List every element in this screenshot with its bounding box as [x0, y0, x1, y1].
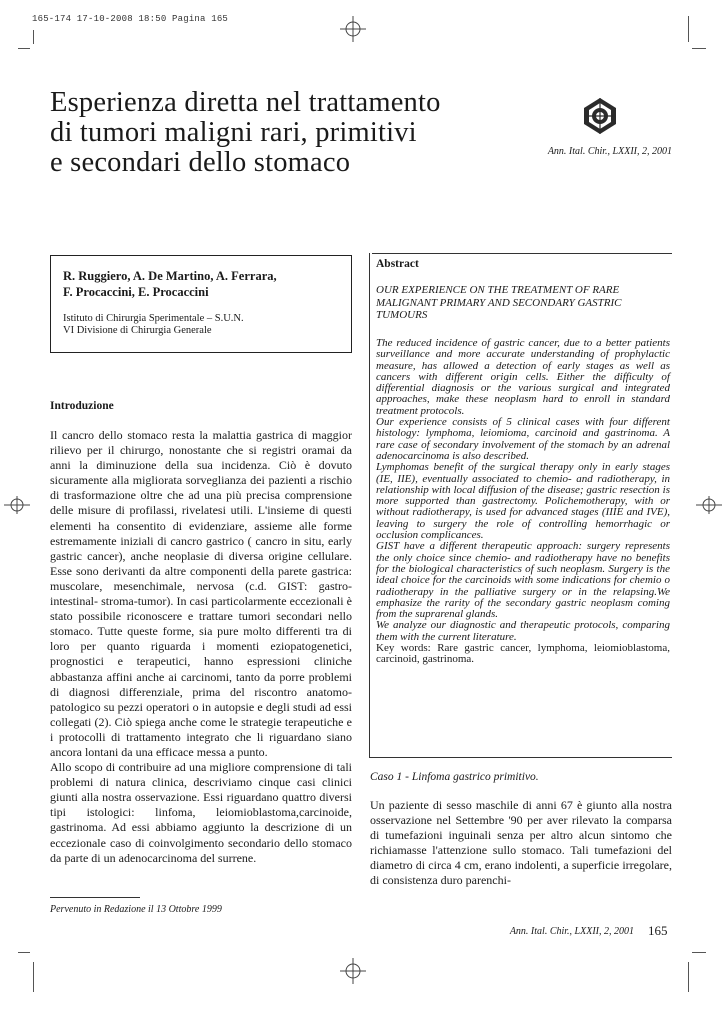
body-paragraph: Allo scopo di contribuire ad una migliore comprensione di tali problemi di natura clinica, descriviamo cinque casi clinici giunti alla nostra osservazione. Essi riguardano quattro diversi tipi istologici: linfoma, leiomioblastoma,carcinoide, gastrinoma. Ad essi abbiamo aggiunto la descrizione di un eccezionale caso di coinvolgimento secondario dello stomaco da parte di un adenocarcinoma del surrene.	[50, 760, 352, 865]
crop-mark	[688, 16, 689, 42]
footer-journal-reference: Ann. Ital. Chir., LXXII, 2, 2001	[509, 926, 634, 937]
body-paragraph: Il cancro dello stomaco resta la malattia gastrica di maggior rilievo per il chirurgo, nonostante che si registri oramai da anni la diminuzione della sua incidenza. Ciò è dovuto sicuramente alla migliorata sorveglianza dei pazienti a rischio di trasformazione oltre che ad una più precisa comprensione delle misure di profilassi, rivelatesi utili. L'insieme di questi elementi ha consentito di evidenziare, assieme alle forme estremamente iniziali di cancro gastrico ( cancro in situ, early gastric cancer), anche neoplasie di diversa origine cellulare. Esse sono derivanti da altre componenti della parete gastrica: muscolare, mesenchimale, nervosa (c.d. GIST: gastro-intestinal- stroma-tumor). In casi particolarmente eccezionali è stato possibile riconoscere e trattare tumori secondari nello stomaco. Tutte queste forme, sia pure molto differenti tra di loro per quanto riguarda i momenti eziopatogenetici, prognostici e terapeutici, hanno espressioni cliniche abbastanza affini anche ai carcinomi, tanto da porre problemi di diagnosi differenziale, prima del riscontro anatomo- patologico su pezzi operatori o in autopsie e degli studi ad essi collegati (2). Ciò spiega anche come le strategie terapeutiche e i protocolli di trattamento integrato che li riguardano siano ancora lontani da una efficace messa a punto.	[50, 428, 352, 759]
abstract-body	[376, 338, 670, 666]
abstract-paragraph: GIST have a different therapeutic approach: surgery represents the only choice since chemio- and radiotherapy have no benefits for the biological characteristics of such neoplasm. Surgery is the ideal choice for the carcinoids with some indications for chemio o radiotherapy in the palliative surgery or in the relapsing.We emphasize the rarity of the secondary gastric neoplasm coming from the suprarenal glands.	[376, 540, 670, 621]
registration-mark-icon	[4, 492, 30, 518]
author-line: R. Ruggiero, A. De Martino, A. Ferrara,	[63, 269, 277, 283]
abstract-divider	[369, 253, 370, 758]
abstract-heading: Abstract	[376, 258, 419, 270]
crop-mark	[33, 30, 34, 44]
author-list	[63, 268, 341, 300]
crop-mark	[692, 952, 706, 953]
affiliation	[63, 313, 341, 337]
title-line: Esperienza diretta nel trattamento	[50, 87, 441, 118]
section-heading-introduzione: Introduzione	[50, 400, 114, 412]
introduction-body	[50, 428, 352, 866]
footnote-rule	[50, 897, 140, 898]
case-body: Un paziente di sesso maschile di anni 67 è giunto alla nostra osservazione nel Settembre '90 per aver rilevato la comparsa di tumefazioni inguinali senza per altro alcun sintomo che richiamasse l'attenzione sullo stomaco. Tali tumefazioni del diametro di circa 4 cm, erano indolenti, a superficie irregolare, di consistenza duro parenchi-	[370, 798, 672, 888]
abstract-keywords: Key words: Rare gastric cancer, lymphoma, leiomioblastoma, carcinoid, gastrinoma.	[376, 642, 670, 666]
abstract-paragraph: We analyze our diagnostic and therapeutic protocols, comparing them with the current literature.	[376, 619, 670, 643]
crop-mark	[18, 952, 30, 953]
registration-mark-icon	[340, 16, 366, 42]
print-slug: 165-174 17-10-2008 18:50 Pagina 165	[32, 14, 229, 24]
abstract-paragraph: Lymphomas benefit of the surgical therapy only in early stages (IE, IIE), eventually associated to chemio- and radiotherapy, in relationship with local diffusion of the disease; gastric resection is more supported than gastrectomy. Polichemotherapy, with or without radiotherapy, is used for advanced stages (IIIE and IVE), leaving to surgery the role of controlling hemorrhagic or occlusion complicances.	[376, 461, 670, 542]
crop-mark	[33, 962, 34, 992]
case-heading: Caso 1 - Linfoma gastrico primitivo.	[370, 771, 539, 783]
affiliation-line: VI Divisione di Chirurgia Generale	[63, 325, 212, 336]
abstract-title: OUR EXPERIENCE ON THE TREATMENT OF RARE MALIGNANT PRIMARY AND SECONDARY GASTRIC TUMOURS	[376, 284, 622, 321]
author-box	[50, 255, 352, 353]
article-title	[50, 88, 470, 178]
affiliation-line: Istituto di Chirurgia Sperimentale – S.U.N.	[63, 313, 244, 324]
author-line: F. Procaccini, E. Procaccini	[63, 285, 209, 299]
abstract-paragraph: Our experience consists of 5 clinical cases with four different histology: lymphoma, leiomioma, carcinoid and gastrinoma. A rare case of secondary involvement of the stomach by an adrenal adenocarcinoma is also described.	[376, 416, 670, 462]
abstract-paragraph: The reduced incidence of gastric cancer, due to a better patients surveillance and more accurate understanding of prophylactic measure, has allowed a detection of early stages as well as cancers with different origin cells. Either the difficulty of differential diagnosis or the various surgical and integrated approaches, make these neoplasm hard to enroll in standard treatment protocols.	[376, 337, 670, 417]
crop-mark	[692, 48, 706, 49]
registration-mark-icon	[696, 492, 722, 518]
registration-mark-icon	[340, 958, 366, 984]
title-line: e secondari dello stomaco	[50, 147, 351, 178]
title-line: di tumori maligni rari, primitivi	[50, 117, 417, 148]
journal-reference: Ann. Ital. Chir., LXXII, 2, 2001	[547, 146, 672, 157]
abstract-top-rule	[372, 253, 672, 254]
abstract-bottom-rule	[370, 757, 672, 758]
journal-emblem-icon	[580, 96, 620, 136]
crop-mark	[688, 962, 689, 992]
crop-mark	[18, 48, 30, 49]
page-number: 165	[648, 923, 668, 938]
received-date-note: Pervenuto in Redazione il 13 Ottobre 1999	[50, 904, 222, 915]
